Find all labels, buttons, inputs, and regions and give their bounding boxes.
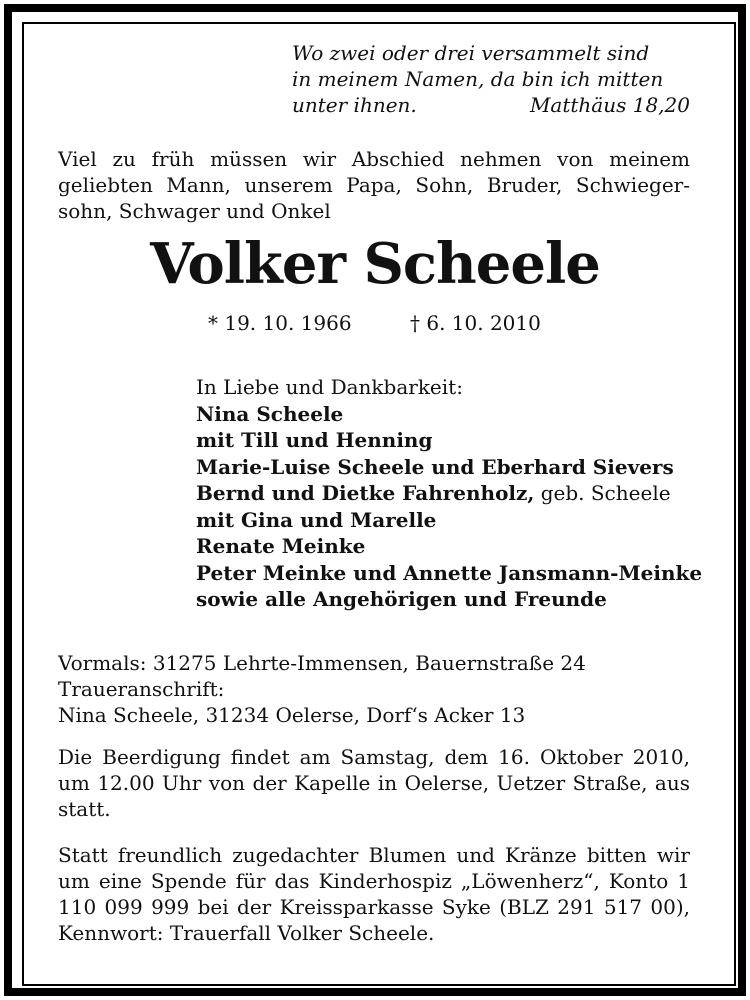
quote-line-3 — [292, 92, 692, 118]
mourner-line: Renate Meinke — [196, 534, 366, 558]
mourners-heading: In Liebe und Dankbarkeit: — [196, 375, 463, 399]
quote-line-3-text: unter ihnen. — [292, 93, 417, 117]
mourner-line: Peter Meinke und Annette Jansmann-Meinke — [196, 560, 703, 585]
mourning-address: Nina Scheele, 31234 Oelerse, Dorf‘s Acker 13 — [58, 703, 526, 727]
mourner-line: Marie-Luise Scheele und Eberhard Sievers — [196, 454, 674, 479]
donation-notice: Statt freundlich zugedachter Blumen und Kränze bitten wir um eine Spende für das Kinderhospiz „Löwenherz“, Konto 1 110 099 999 bei der Kreissparkasse Syke (BLZ 291 517 00), Kennwort: Trauerfall Volker Scheele. — [58, 843, 690, 945]
funeral-notice: Die Beerdigung findet am Samstag, dem 16. Oktober 2010, um 12.00 Uhr von der Kapelle in Oelerse, Uetzer Straße, aus statt. — [58, 745, 690, 821]
mourning-address-label: Traueranschrift: — [58, 677, 225, 701]
mourner-line: mit Till und Henning — [196, 428, 433, 452]
intro-text: Viel zu früh müssen wir Abschied nehmen von meinem geliebten Mann, unserem Papa, Sohn, Bruder, Schwiegersohn, Schwager und Onkel — [58, 147, 690, 223]
mourner-maiden-name: geb. Scheele — [534, 481, 671, 505]
mourner-line — [196, 480, 716, 507]
death-date: † 6. 10. 2010 — [410, 311, 541, 335]
quote-line-2: in meinem Namen, da bin ich mitten — [292, 67, 664, 91]
address-block — [58, 650, 690, 728]
birth-date: * 19. 10. 1966 — [208, 311, 352, 335]
mourner-line: sowie alle Angehörigen und Freunde — [196, 587, 607, 611]
mourner-name: Bernd und Dietke Fahrenholz, — [196, 481, 535, 505]
deceased-name: Volker Scheele — [150, 231, 600, 297]
former-address: Vormals: 31275 Lehrte-Immensen, Bauernstraße 24 — [58, 651, 586, 675]
mourner-line: Nina Scheele — [196, 401, 344, 426]
mourner-line: mit Gina und Marelle — [196, 507, 437, 532]
quote-line-1: Wo zwei oder drei versammelt sind — [292, 41, 650, 65]
mourners-list — [196, 374, 716, 613]
bible-quote — [292, 40, 692, 118]
quote-reference: Matthäus 18,20 — [529, 93, 690, 117]
